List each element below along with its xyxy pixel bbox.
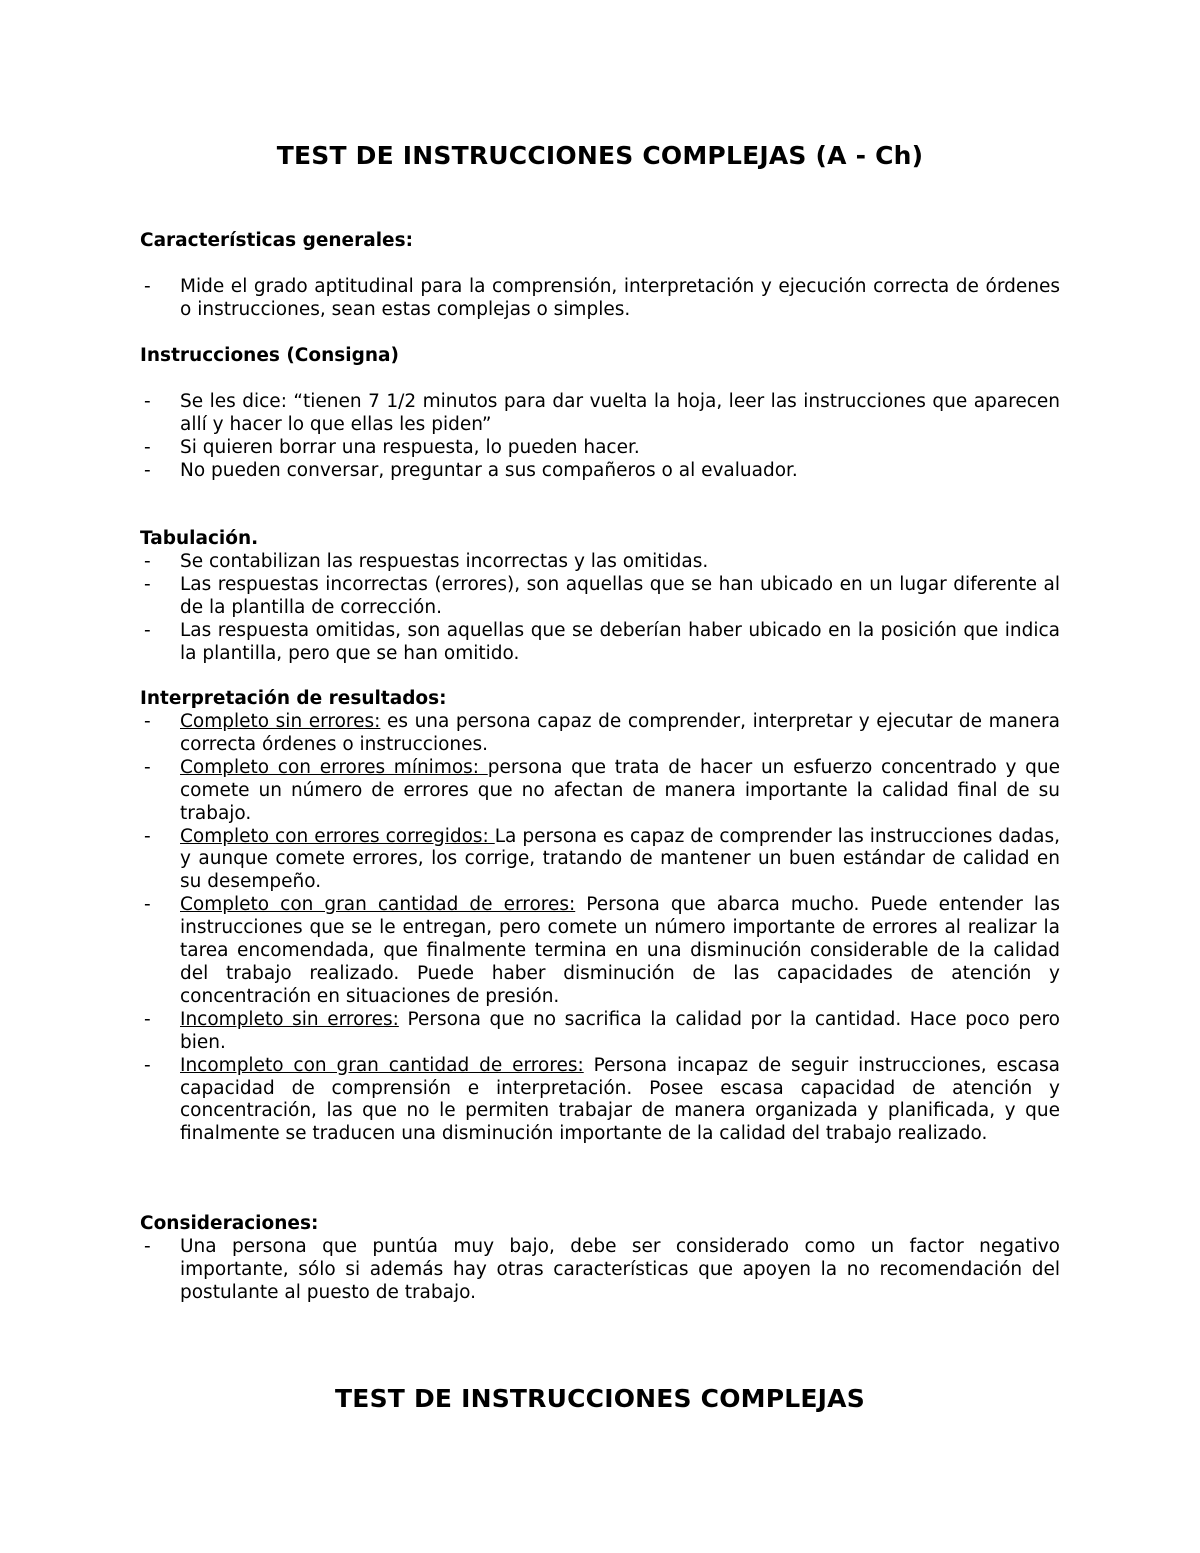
term-description: La persona es capaz de comprender las instrucciones dadas, y aunque comete errores, los corrige, tratando de mantener un buen estándar de calidad en su desempeño. <box>180 825 1060 893</box>
next-page-title: TEST DE INSTRUCCIONES COMPLEJAS <box>335 1384 865 1413</box>
list-item <box>140 1055 1060 1147</box>
term-underlined: Incompleto con gran cantidad de errores: <box>180 1054 584 1076</box>
list-item <box>140 757 1060 826</box>
list-item: - No pueden conversar, preguntar a sus compañeros o al evaluador. <box>140 460 1060 483</box>
list-caracteristicas <box>140 276 1060 322</box>
section-heading-instrucciones: Instrucciones (Consigna) <box>140 345 399 366</box>
list-item: - Se contabilizan las respuestas incorrectas y las omitidas. <box>140 551 1060 574</box>
term-underlined: Completo sin errores: <box>180 711 381 732</box>
term-description: Persona que no sacrifica la calidad por la cantidad. Hace poco pero bien. <box>180 1008 1060 1053</box>
list-interpretacion <box>140 711 1060 1146</box>
list-tabulacion <box>140 551 1060 666</box>
list-instrucciones <box>140 391 1060 483</box>
list-item <box>140 711 1060 757</box>
list-item: - Una persona que puntúa muy bajo, debe ser considerado como un factor negativo importante, sólo si además hay otras características que apoyen la no recomendación del postulante al puesto de trabajo. <box>140 1236 1060 1305</box>
section-heading-consideraciones: Consideraciones: <box>140 1213 319 1234</box>
term-description: Persona incapaz de seguir instrucciones, escasa capacidad de comprensión e interpretación. Posee escasa capacidad de atención y concentración, las que no le permiten trabajar de manera organizada y planificada, y que finalmente se traducen una disminución importante de la calidad del trabajo realizado. <box>180 1054 1060 1145</box>
list-item: - Si quieren borrar una respuesta, lo pueden hacer. <box>140 437 1060 460</box>
section-heading-caracteristicas: Características generales: <box>140 230 414 251</box>
term-description: es una persona capaz de comprender, interpretar y ejecutar de manera correcta órdenes o instrucciones. <box>180 711 1060 755</box>
list-item <box>140 826 1060 895</box>
section-heading-interpretacion: Interpretación de resultados: <box>140 688 447 709</box>
list-item: - Se les dice: “tienen 7 1/2 minutos para dar vuelta la hoja, leer las instrucciones que aparecen allí y hacer lo que ellas les piden” <box>140 391 1060 437</box>
list-item: - Mide el grado aptitudinal para la comprensión, interpretación y ejecución correcta de órdenes o instrucciones, sean estas complejas o simples. <box>140 276 1060 322</box>
list-item: - Las respuestas incorrectas (errores), son aquellas que se han ubicado en un lugar diferente al de la plantilla de corrección. <box>140 574 1060 620</box>
term-description: persona que trata de hacer un esfuerzo concentrado y que comete un número de errores que no afectan de manera importante la calidad final de su trabajo. <box>180 756 1060 824</box>
document-title: TEST DE INSTRUCCIONES COMPLEJAS (A - Ch) <box>276 141 924 170</box>
term-underlined: Completo con gran cantidad de errores: <box>180 894 576 916</box>
term-underlined: Incompleto sin errores: <box>180 1008 399 1030</box>
section-heading-tabulacion: Tabulación. <box>140 528 259 549</box>
term-underlined: Completo con errores corregidos: <box>180 825 495 847</box>
list-item <box>140 894 1060 1009</box>
term-description: Persona que abarca mucho. Puede entender las instrucciones que se le entregan, pero comete un número importante de errores al realizar la tarea encomendada, que finalmente termina en una disminución considerable de la calidad del trabajo realizado. Puede haber disminución de las capacidades de atención y concentración en situaciones de presión. <box>180 894 1060 1007</box>
term-underlined: Completo con errores mínimos: <box>180 756 488 778</box>
list-item <box>140 1009 1060 1055</box>
list-item: - Las respuesta omitidas, son aquellas que se deberían haber ubicado en la posición que indica la plantilla, pero que se han omitido. <box>140 620 1060 666</box>
list-consideraciones <box>140 1236 1060 1305</box>
